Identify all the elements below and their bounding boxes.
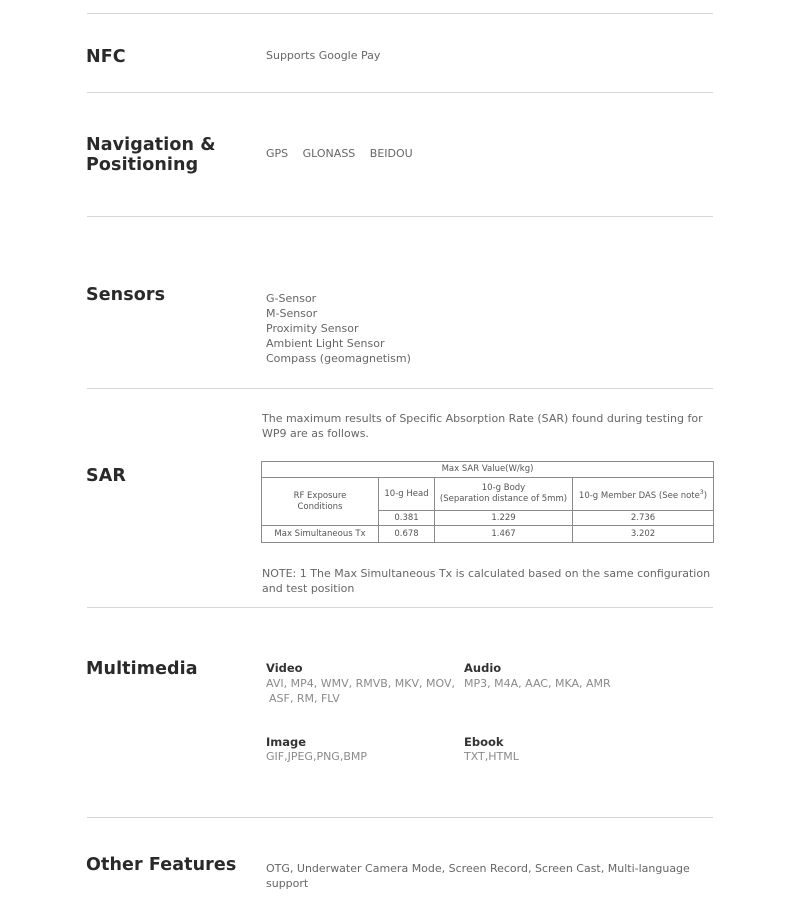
sar-note — [262, 566, 710, 596]
other-features-text — [266, 861, 690, 891]
nav-system: GPS — [266, 147, 289, 160]
video-formats — [266, 676, 455, 706]
sensor-item: M-Sensor — [266, 307, 318, 320]
sar-col-head: 10-g Head — [379, 478, 435, 511]
audio-label: Audio — [464, 661, 502, 675]
ebook-label: Ebook — [464, 735, 504, 749]
sar-col-body-line1: 10-g Body — [481, 483, 526, 493]
divider — [87, 13, 713, 14]
sar-row-label: Max Simultaneous Tx — [262, 526, 379, 543]
ebook-formats: TXT,HTML — [464, 750, 519, 763]
video-label: Video — [266, 661, 303, 675]
sar-table-title: Max SAR Value(W/kg) — [262, 462, 714, 478]
sar-col-member — [573, 478, 714, 511]
sar-col-member-text: 10-g Member DAS (See note — [578, 490, 700, 501]
sar-cell-member: 3.202 — [573, 526, 714, 543]
sar-col-member-end: ) — [703, 490, 708, 501]
sar-cell-body: 1.467 — [435, 526, 573, 543]
sar-intro-line2: WP9 are as follows. — [262, 427, 369, 440]
sar-row-header-label — [262, 478, 379, 526]
sensors-list — [266, 291, 411, 366]
other-features-line1: OTG, Underwater Camera Mode, Screen Record, Screen Cast, Multi-language — [266, 862, 690, 875]
image-formats: GIF,JPEG,PNG,BMP — [266, 750, 367, 763]
navigation-systems — [266, 146, 424, 161]
sar-cell-head: 0.381 — [379, 511, 435, 526]
sensor-item: Ambient Light Sensor — [266, 337, 385, 350]
sensor-item: Compass (geomagnetism) — [266, 352, 411, 365]
sar-heading: SAR — [86, 466, 126, 486]
sar-col-body-line2: (Separation distance of 5mm) — [439, 494, 568, 504]
navigation-heading-line1: Navigation & — [86, 135, 216, 155]
nav-system: BEIDOU — [369, 147, 413, 160]
rf-exposure-label: RF Exposure Conditions — [293, 490, 347, 512]
sar-intro — [262, 411, 703, 441]
nav-system: GLONASS — [302, 147, 356, 160]
sensor-item: G-Sensor — [266, 292, 317, 305]
sar-note-line1: NOTE: 1 The Max Simultaneous Tx is calculated based on the same configuration — [262, 567, 711, 580]
note-superscript: 3 — [699, 488, 704, 496]
sar-table — [261, 461, 714, 543]
sar-col-body — [435, 478, 573, 511]
divider — [87, 817, 713, 818]
audio-formats: MP3, M4A, AAC, MKA, AMR — [464, 677, 611, 690]
sar-intro-line1: The maximum results of Specific Absorption Rate (SAR) found during testing for — [262, 412, 703, 425]
navigation-heading-line2: Positioning — [86, 155, 199, 175]
nfc-heading: NFC — [86, 47, 126, 67]
sar-cell-body: 1.229 — [435, 511, 573, 526]
divider — [87, 388, 713, 389]
divider — [87, 607, 713, 608]
divider — [87, 216, 713, 217]
sensors-heading: Sensors — [86, 285, 166, 305]
sar-note-line2: and test position — [262, 582, 355, 595]
sar-cell-member: 2.736 — [573, 511, 714, 526]
navigation-heading — [86, 135, 216, 175]
sar-cell-head: 0.678 — [379, 526, 435, 543]
sensor-item: Proximity Sensor — [266, 322, 359, 335]
divider — [87, 92, 713, 93]
other-features-heading: Other Features — [86, 855, 237, 875]
video-formats-line1: AVI, MP4, WMV, RMVB, MKV, MOV, — [266, 677, 455, 690]
nfc-value: Supports Google Pay — [266, 49, 381, 62]
multimedia-heading: Multimedia — [86, 659, 198, 679]
other-features-line2: support — [266, 877, 309, 890]
image-label: Image — [266, 735, 307, 749]
video-formats-line2: ASF, RM, FLV — [269, 692, 340, 705]
